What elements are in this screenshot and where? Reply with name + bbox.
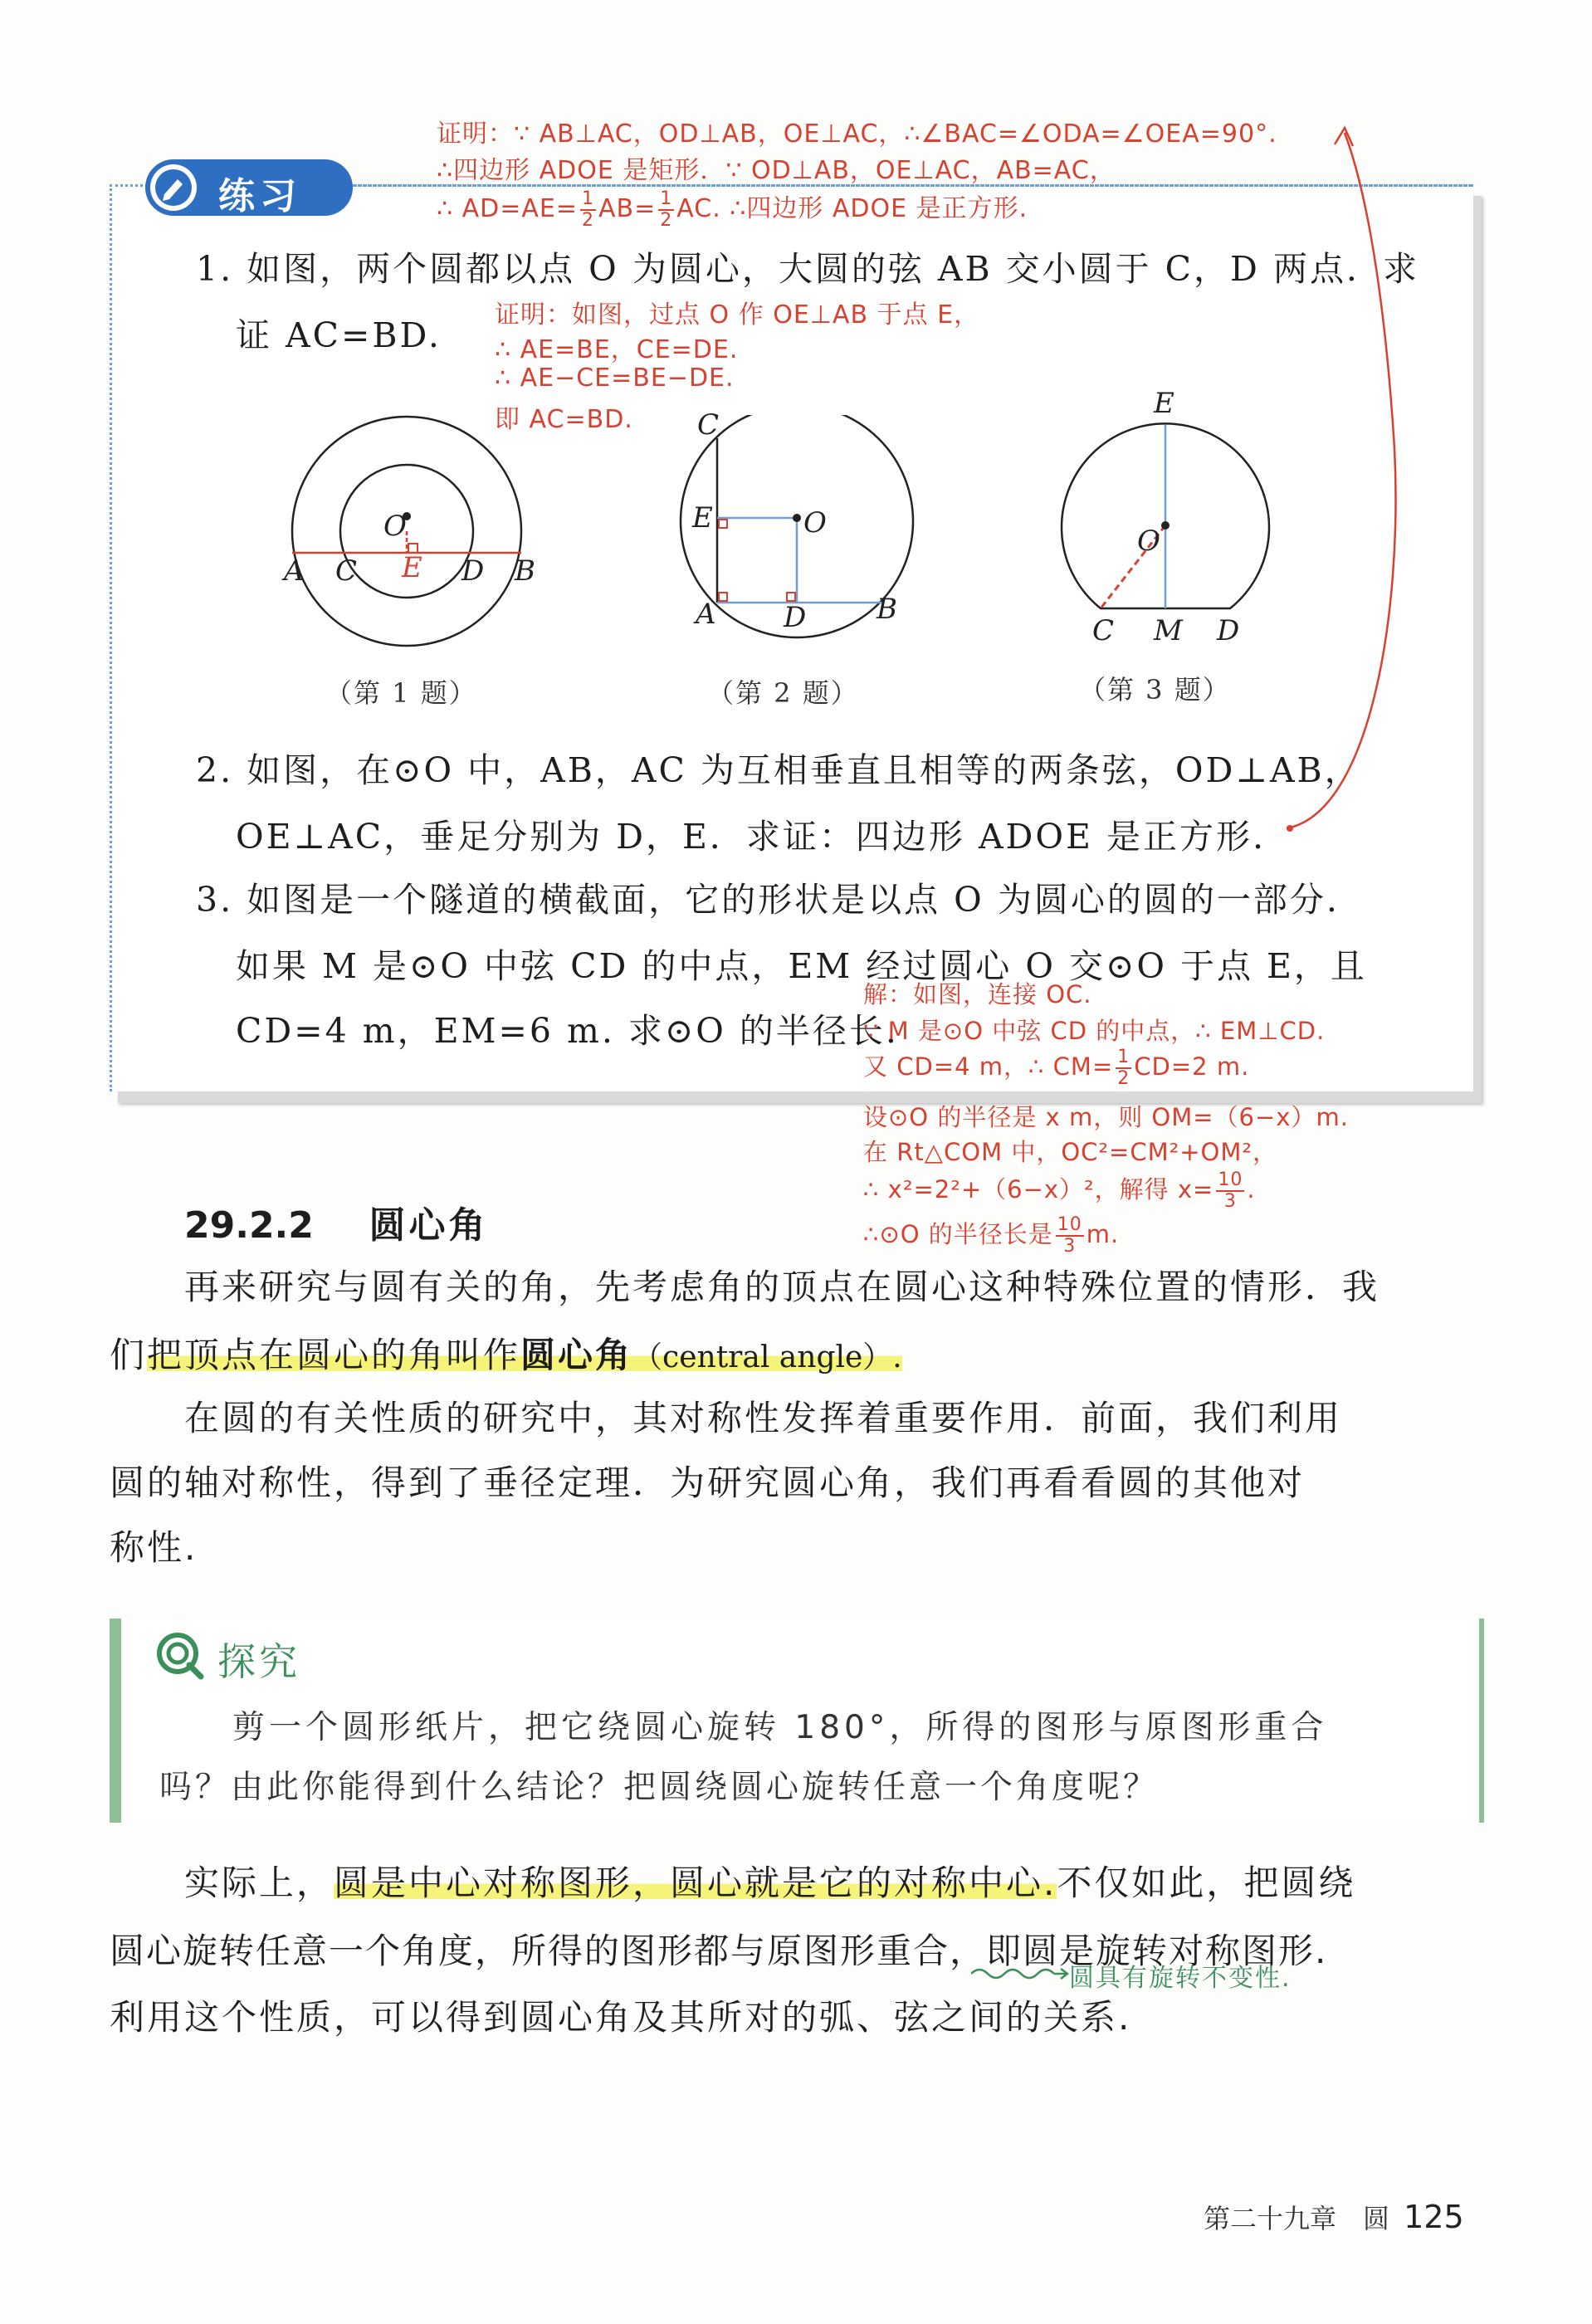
explore-icon: [154, 1630, 204, 1680]
fig1-label-c: C: [335, 554, 358, 588]
fig1-label-e: E: [402, 551, 422, 584]
section-heading: [184, 1195, 489, 1248]
p2-line2: 圆的轴对称性，得到了垂径定理．为研究圆心角，我们再看看圆的其他对: [110, 1462, 1306, 1503]
section-title: 圆心角: [369, 1204, 489, 1247]
fig3-label-o: O: [1137, 525, 1160, 558]
pencil-icon: [150, 164, 197, 211]
fig3-label-d: D: [1217, 614, 1240, 647]
annotation-q3-line6: ∴ x²=2²+（6−x）²，解得 x= $\frac{10}{3}$ .: [863, 1169, 1256, 1212]
fig3-label-m: M: [1154, 614, 1183, 647]
fraction-half-q3: $\frac{1}{2}$: [1117, 1047, 1131, 1089]
caption-fig1: （第 1 题）: [325, 677, 477, 709]
explore-box: [110, 1618, 1484, 1823]
closing-line3: 利用这个性质，可以得到圆心角及其所对的弧、弦之间的关系.: [110, 1997, 1132, 2038]
q2-line1: 2. 如图，在⊙O 中，AB，AC 为互相垂直且相等的两条弦，OD⊥AB，: [196, 750, 1361, 790]
annotation-q3-line7: ∴⊙O 的半径长是 $\frac{10}{3}$ m.: [863, 1214, 1120, 1257]
q1-line2: 证 AC=BD.: [236, 315, 442, 355]
q2-line2: OE⊥AC，垂足分别为 D，E．求证：四边形 ADOE 是正方形.: [236, 817, 1267, 857]
fig1-label-d: D: [461, 554, 485, 588]
annotation-top-line3: [437, 188, 1028, 231]
fig1-label-b: B: [515, 554, 535, 588]
annotation-top-line2: ∴四边形 ADOE 是矩形．∵ OD⊥AB，OE⊥AC，AB=AC，: [437, 156, 1116, 185]
rotation-note: 圆具有旋转不变性.: [1069, 1964, 1292, 1993]
fraction-ten-thirds-2: $\frac{10}{3}$: [1057, 1214, 1082, 1257]
fig3-label-c: C: [1092, 614, 1115, 647]
fig2-label-b: B: [877, 593, 897, 626]
fig1-label-a: A: [284, 554, 305, 588]
annotation-top-line1: 证明：∵ AB⊥AC，OD⊥AB，OE⊥AC，∴∠BAC=∠ODA=∠OEA=90°.: [437, 120, 1277, 149]
fraction-one-half: $\frac{1}{2}$: [582, 188, 594, 231]
fraction-ten-thirds: $\frac{10}{3}$: [1218, 1169, 1243, 1212]
annotation-q3-line1: 解：如图，连接 OC.: [863, 980, 1092, 1008]
q1-line1: 1. 如图，两个圆都以点 O 为圆心，大圆的弦 AB 交小圆于 C，D 两点．求: [196, 249, 1419, 289]
fig2-label-e: E: [692, 501, 713, 535]
annotation-top-line3-a: ∴ AD=AE=: [437, 194, 578, 223]
page-number: 125: [1404, 2199, 1464, 2235]
fig2-label-c: C: [697, 408, 720, 442]
q3-line2: 如果 M 是⊙O 中弦 CD 的中点，EM 经过圆心 O 交⊙O 于点 E，且: [236, 946, 1367, 986]
annotation-q1-line2: ∴ AE=BE，CE=DE.: [495, 335, 739, 364]
p2-line3: 称性.: [110, 1527, 198, 1568]
p1-line1: 再来研究与圆有关的角，先考虑角的顶点在圆心这种特殊位置的情形．我: [184, 1267, 1380, 1307]
closing-highlight: 圆是中心对称图形，圆心就是它的对称中心.: [334, 1863, 1057, 1903]
fig1-label-o: O: [383, 510, 407, 543]
annotation-q1-line1: 证明：如图，过点 O 作 OE⊥AB 于点 E，: [495, 300, 980, 330]
wavy-underline: [971, 1965, 1071, 1982]
p1-line2: 们把顶点在圆心的角叫作圆心角（central angle）.: [110, 1335, 902, 1375]
explore-title: 探究: [217, 1639, 300, 1684]
figure-1: [249, 407, 581, 681]
q3-line3: CD=4 m，EM=6 m. 求⊙O 的半径长.: [236, 1011, 899, 1051]
annotation-q1-line3: ∴ AE−CE=BE−DE.: [495, 364, 735, 393]
annotation-top-line3-c: AC. ∴四边形 ADOE 是正方形.: [676, 194, 1028, 223]
exercise-badge: [145, 159, 353, 216]
definition-highlight: 把顶点在圆心的角叫作圆心角（central angle）.: [147, 1335, 902, 1375]
annotation-q3-line4: 设⊙O 的半径是 x m，则 OM=（6−x）m.: [863, 1103, 1349, 1131]
figure-3: [1046, 407, 1295, 622]
fraction-one-half-2: $\frac{1}{2}$: [660, 188, 673, 231]
annotation-q1-line4: 即 AC=BD.: [495, 405, 633, 434]
term-central-angle: 圆心角: [520, 1335, 633, 1375]
footer: [1204, 2198, 1464, 2236]
explore-line1: 剪一个圆形纸片，把它绕圆心旋转 180°，所得的图形与原图形重合: [232, 1709, 1328, 1746]
caption-fig3: （第 3 题）: [1079, 674, 1231, 706]
annotation-top-line3-b: AB=: [598, 194, 657, 223]
fig2-label-a: A: [696, 598, 716, 631]
section-number: 29.2.2: [184, 1204, 314, 1247]
explore-line2: 吗？由此你能得到什么结论？把圆绕圆心旋转任意一个角度呢？: [159, 1769, 1160, 1806]
annotation-q3-line3: 又 CD=4 m，∴ CM= $\frac{1}{2}$ CD=2 m.: [863, 1047, 1250, 1089]
fig2-label-o: O: [803, 506, 827, 540]
caption-fig2: （第 2 题）: [707, 677, 859, 709]
closing-line1: 实际上，圆是中心对称图形，圆心就是它的对称中心.不仅如此，把圆绕: [184, 1863, 1356, 1903]
annotation-q3-line5: 在 Rt△COM 中，OC²=CM²+OM²，: [863, 1138, 1278, 1166]
footer-chapter: 第二十九章 圆: [1204, 2203, 1390, 2234]
p2-line1: 在圆的有关性质的研究中，其对称性发挥着重要作用．前面，我们利用: [184, 1398, 1343, 1438]
fig3-label-e: E: [1154, 387, 1174, 420]
annotation-arrow: [1278, 116, 1411, 847]
closing-line2: 圆心旋转任意一个角度，所得的图形都与原图形重合，即圆是旋转对称图形.: [110, 1931, 1328, 1971]
exercise-badge-label: 练习: [218, 175, 301, 217]
q3-line1: 3. 如图是一个隧道的横截面，它的形状是以点 O 为圆心的圆的一部分.: [196, 880, 1340, 920]
annotation-q3-line2: ∵ M 是⊙O 中弦 CD 的中点，∴ EM⊥CD.: [863, 1017, 1326, 1045]
fig2-label-d: D: [784, 601, 807, 634]
